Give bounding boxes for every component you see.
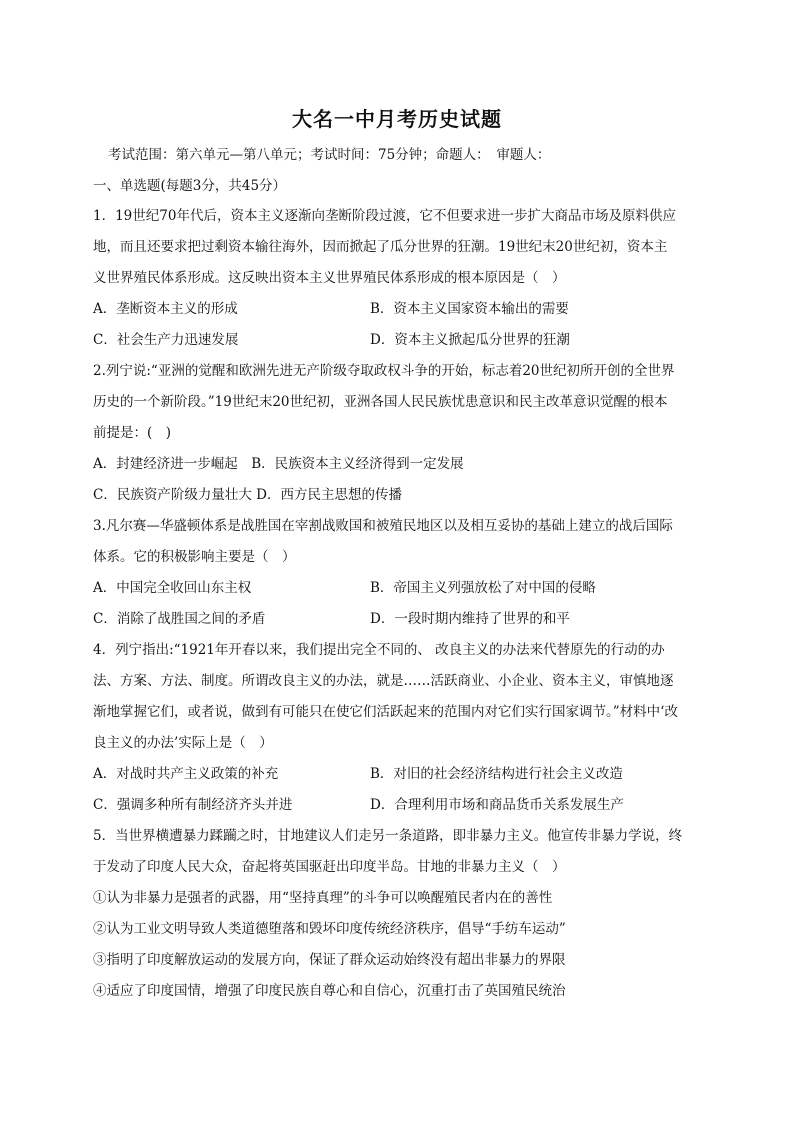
question-1-option-a: A．垄断资本主义的形成 bbox=[93, 301, 238, 317]
question-2-options-ab: A．封建经济进一步崛起 B．民族资本主义经济得到一定发展 bbox=[93, 456, 464, 472]
question-4-option-a: A．对战时共产主义政策的补充 bbox=[93, 766, 279, 782]
question-1-line-2: 地，而且还要求把过剩资本输往海外，因而掀起了瓜分世界的狂潮。19世纪末20世纪初，资本主 bbox=[93, 239, 668, 255]
question-4-option-c: C．强调多种所有制经济齐头并进 bbox=[93, 797, 293, 813]
question-3-option-b: B．帝国主义列强放松了对中国的侵略 bbox=[370, 580, 596, 596]
question-3-line-2: 体系。它的积极影响主要是（ ） bbox=[93, 549, 296, 565]
question-5-statement-1: ①认为非暴力是强者的武器，用“坚持真理”的斗争可以唤醒殖民者内在的善性 bbox=[93, 890, 553, 906]
exam-info: 考试范围：第六单元—第八单元；考试时间：75分钟；命题人： 审题人： bbox=[108, 147, 551, 163]
question-5-statement-3: ③指明了印度解放运动的发展方向，保证了群众运动始终没有超出非暴力的界限 bbox=[93, 952, 566, 968]
question-4-line-1: 4．列宁指出:“1921年开春以来，我们提出完全不同的、 改良主义的办法来代替原先的行动的办 bbox=[93, 642, 665, 658]
question-3-option-c: C．消除了战胜国之间的矛盾 bbox=[93, 611, 266, 627]
question-1-option-d: D．资本主义掀起瓜分世界的狂潮 bbox=[370, 332, 570, 348]
question-2-options-cd: C．民族资产阶级力量壮大 D．西方民主思想的传播 bbox=[93, 487, 402, 503]
question-2-line-3: 前提是：( ) bbox=[93, 425, 172, 441]
question-4-line-2: 法、方案、方法、制度。所谓改良主义的办法，就是……活跃商业、小企业、资本主义，审慎地逐 bbox=[93, 673, 674, 689]
question-5-statement-4: ④适应了印度国情，增强了印度民族自尊心和自信心，沉重打击了英国殖民统治 bbox=[93, 983, 566, 999]
section-heading: 一、单选题(每题3分，共45分） bbox=[93, 178, 287, 194]
question-4-line-4: 良主义的办法’实际上是（ ） bbox=[93, 735, 273, 751]
question-5-line-1: 5．当世界横遭暴力蹂躏之时，甘地建议人们走另一条道路，即非暴力主义。他宣传非暴力学说，终 bbox=[93, 828, 683, 844]
question-3-line-1: 3.凡尔赛—华盛顿体系是战胜国在宰割战败国和被殖民地区以及相互妥协的基础上建立的战后国际 bbox=[93, 518, 673, 534]
question-4-option-d: D．合理利用市场和商品货币关系发展生产 bbox=[370, 797, 624, 813]
question-5-line-2: 于发动了印度人民大众，奋起将英国驱赶出印度半岛。甘地的非暴力主义（ ） bbox=[93, 859, 566, 875]
question-3-option-a: A．中国完全收回山东主权 bbox=[93, 580, 252, 596]
question-1-line-1: 1．19世纪70年代后，资本主义逐渐向垄断阶段过渡，它不但要求进一步扩大商品市场及原料供应 bbox=[93, 208, 676, 224]
question-1-option-c: C．社会生产力迅速发展 bbox=[93, 332, 239, 348]
exam-title: 大名一中月考历史试题 bbox=[292, 107, 502, 131]
question-3-option-d: D．一段时期内维持了世界的和平 bbox=[370, 611, 570, 627]
question-5-statement-2: ②认为工业文明导致人类道德堕落和毁坏印度传统经济秩序，倡导“手纺车运动” bbox=[93, 921, 566, 937]
question-2-line-1: 2.列宁说:“亚洲的觉醒和欧洲先进无产阶级夺取政权斗争的开始，标志着20世纪初所开创的全世界 bbox=[93, 363, 675, 379]
question-4-option-b: B．对旧的社会经济结构进行社会主义改造 bbox=[370, 766, 623, 782]
question-4-line-3: 渐地掌握它们，或者说，做到有可能只在使它们活跃起来的范围内对它们实行国家调节。”材料中‘改 bbox=[93, 704, 678, 720]
question-1-line-3: 义世界殖民体系形成。这反映出资本主义世界殖民体系形成的根本原因是（ ） bbox=[93, 270, 566, 286]
question-2-line-2: 历史的一个新阶段。”19世纪末20世纪初，亚洲各国人民民族忧患意识和民主改革意识觉醒的根本 bbox=[93, 394, 668, 410]
question-1-option-b: B．资本主义国家资本输出的需要 bbox=[370, 301, 569, 317]
